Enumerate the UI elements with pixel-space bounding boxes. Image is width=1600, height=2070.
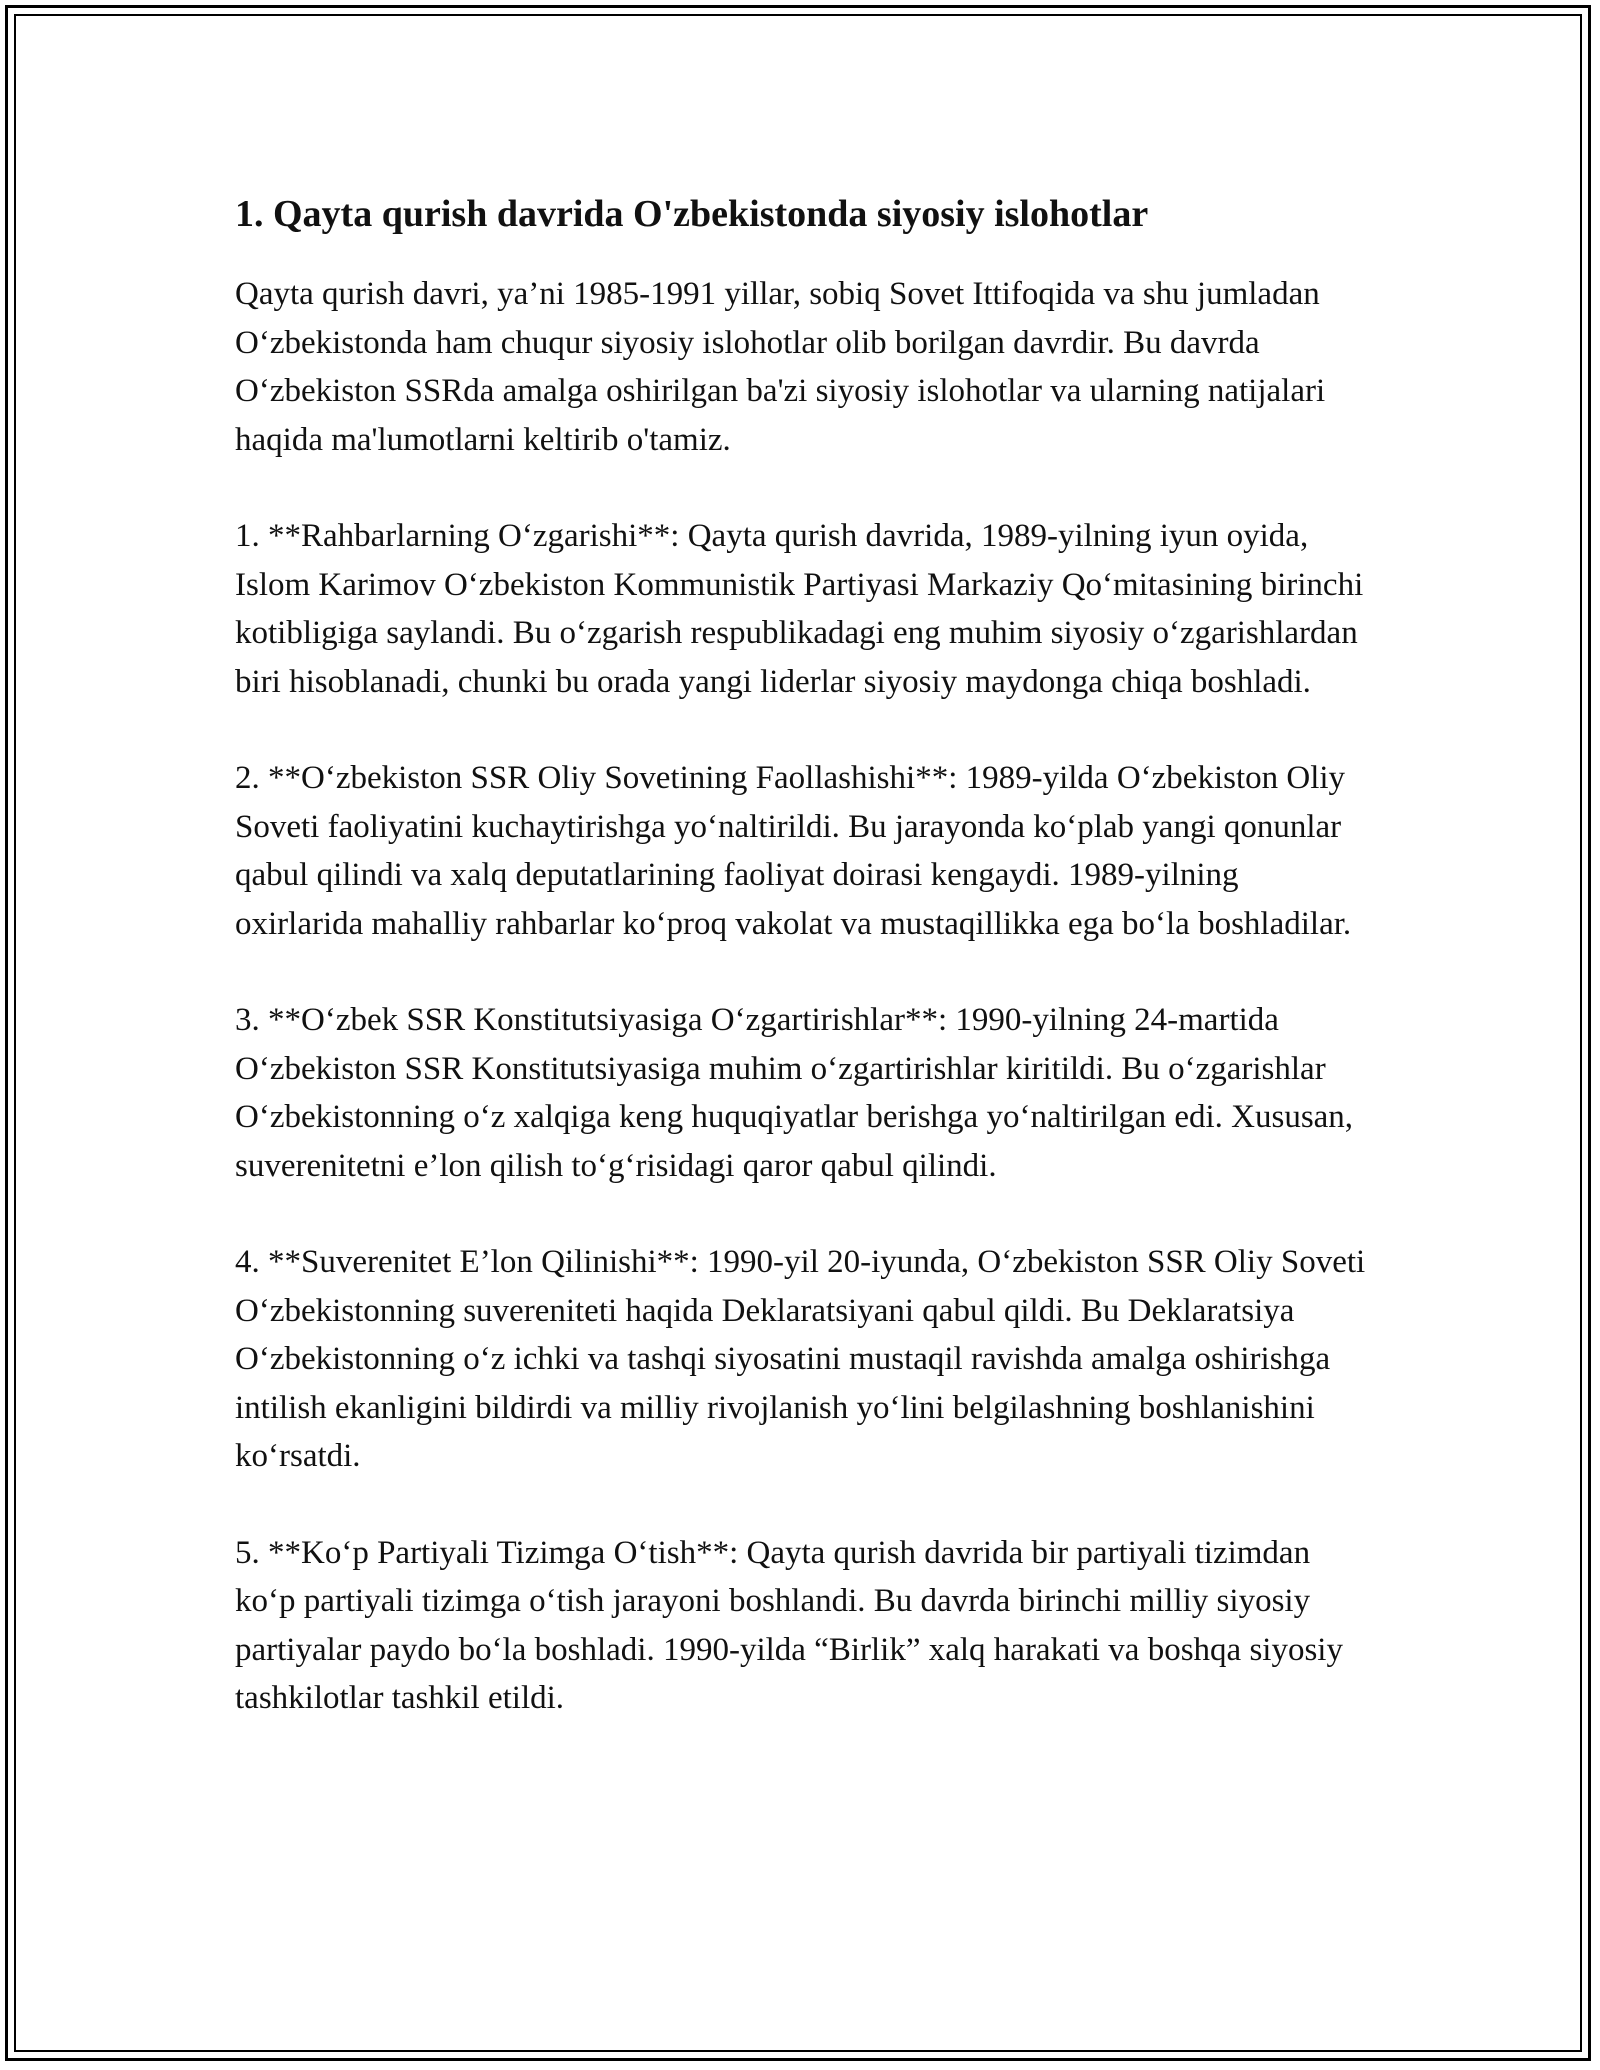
document-body: [235, 188, 1370, 1771]
paragraph-supreme-soviet: 2. **O‘zbekiston SSR Oliy Sovetining Faollashishi**: 1989-yilda O‘zbekiston Oliy Soveti faoliyatini kuchaytirishga yo‘naltirildi. Bu jarayonda ko‘plab yangi qonunlar qabul qilindi va xalq deputatlarining faoliyat doirasi kengaydi. 1989-yilning oxirlarida mahalliy rahbarlar ko‘proq vakolat va mustaqillikka ega bo‘la boshladilar.: [235, 760, 1352, 942]
paragraph-multiparty: 5. **Ko‘p Partiyali Tizimga O‘tish**: Qayta qurish davrida bir partiyali tizimdan ko‘p partiyali tizimga o‘tish jarayoni boshlandi. Bu davrda birinchi milliy siyosiy partiyalar paydo bo‘la boshladi. 1990-yilda “Birlik” xalq harakati va boshqa siyosiy tashkilotlar tashkil etildi.: [235, 1534, 1343, 1716]
intro-paragraph: Qayta qurish davri, ya’ni 1985-1991 yillar, sobiq Sovet Ittifoqida va shu jumladan O‘zbekistonda ham chuqur siyosiy islohotlar olib borilgan davrdir. Bu davrda O‘zbekiston SSRda amalga oshirilgan ba'zi siyosiy islohotlar va ularning natijalari haqida ma'lumotlarni keltirib o'tamiz.: [235, 276, 1326, 458]
paragraph-leader-change: 1. **Rahbarlarning O‘zgarishi**: Qayta qurish davrida, 1989-yilning iyun oyida, Islom Karimov O‘zbekiston Kommunistik Partiyasi Markaziy Qo‘mitasining birinchi kotibligiga saylandi. Bu o‘zgarish respublikadagi eng muhim siyosiy o‘zgarishlardan biri hisoblanadi, chunki bu orada yangi liderlar siyosiy maydonga chiqa boshladi.: [235, 518, 1364, 700]
paragraph-sovereignty: 4. **Suverenitet E’lon Qilinishi**: 1990-yil 20-iyunda, O‘zbekiston SSR Oliy Soveti O‘zbekistonning suvereniteti haqida Deklaratsiyani qabul qildi. Bu Deklaratsiya O‘zbekistonning o‘z ichki va tashqi siyosatini mustaqil ravishda amalga oshirishga intilish ekanligini bildirdi va milliy rivojlanish yo‘lini belgilashning boshlanishini ko‘rsatdi.: [235, 1244, 1366, 1474]
paragraph-constitution: 3. **O‘zbek SSR Konstitutsiyasiga O‘zgartirishlar**: 1990-yilning 24-martida O‘zbekiston SSR Konstitutsiyasiga muhim o‘zgartirishlar kiritildi. Bu o‘zgarishlar O‘zbekistonning o‘z xalqiga keng huquqiyatlar berishga yo‘naltirilgan edi. Xususan, suverenitetni e’lon qilish to‘g‘risidagi qaror qabul qilindi.: [235, 1002, 1354, 1184]
page-title: 1. Qayta qurish davrida O'zbekistonda siyosiy islohotlar: [235, 193, 1149, 235]
